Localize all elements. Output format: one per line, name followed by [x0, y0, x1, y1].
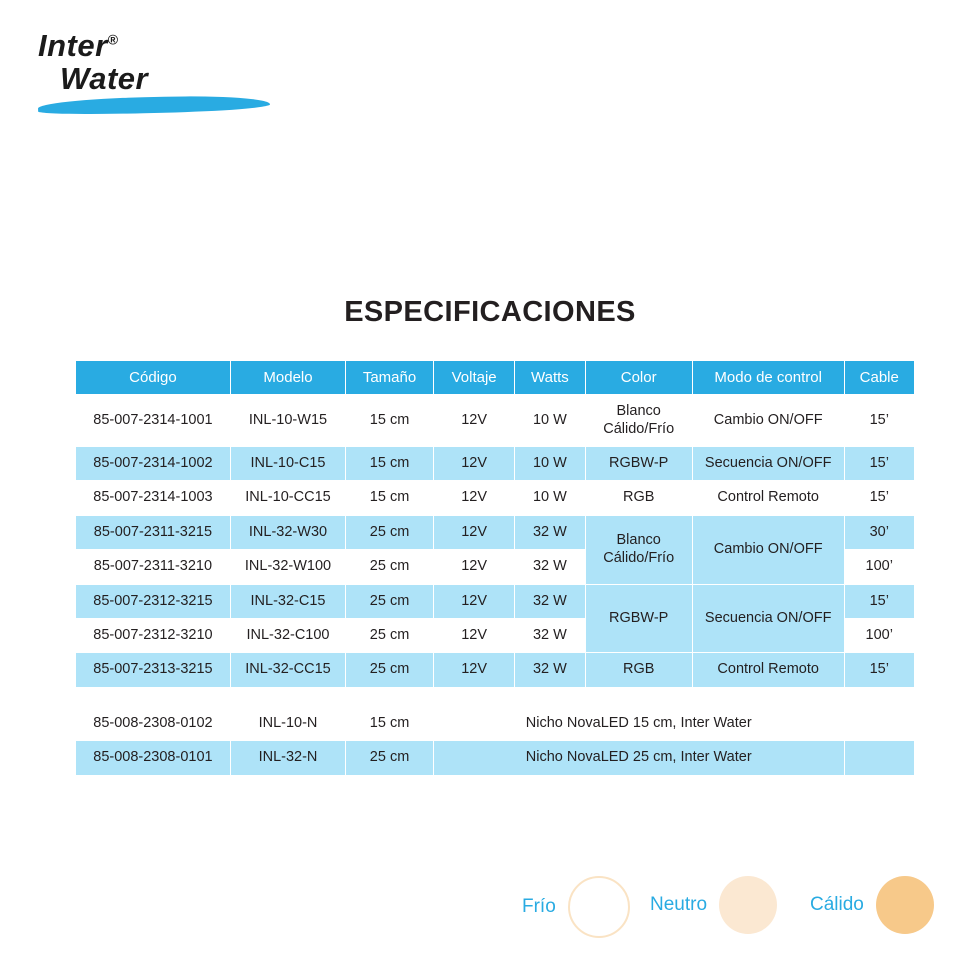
cell-voltaje: 12V — [433, 584, 514, 618]
cell-cable: 15’ — [844, 653, 915, 687]
table-row — [76, 515, 915, 549]
cell-cable: 15’ — [844, 584, 915, 618]
logo-text-inter: Inter — [38, 28, 108, 63]
cell-tamano: 25 cm — [346, 515, 434, 549]
cell-codigo: 85-008-2308-0102 — [76, 706, 231, 740]
swatch-frio-icon — [568, 876, 630, 938]
cell-codigo: 85-007-2311-3215 — [76, 515, 231, 549]
cell-codigo: 85-007-2314-1001 — [76, 395, 231, 447]
cell-watts: 32 W — [515, 653, 585, 687]
cell-voltaje: 12V — [433, 395, 514, 447]
cell-watts: 32 W — [515, 515, 585, 549]
cell-watts: 10 W — [515, 395, 585, 447]
table-row — [76, 741, 915, 775]
cell-cable: 15’ — [844, 395, 915, 447]
header-modo-de-control: Modo de control — [692, 361, 844, 395]
cell-cable: 15’ — [844, 447, 915, 481]
header-cable: Cable — [844, 361, 915, 395]
cell-descripcion: Nicho NovaLED 15 cm, Inter Water — [433, 706, 844, 740]
logo-line-water: Water — [60, 60, 149, 96]
table-row — [76, 447, 915, 481]
cell-cable: 100’ — [844, 550, 915, 584]
cell-modo: Control Remoto — [692, 653, 844, 687]
legend-item-neutro — [650, 876, 777, 934]
page-title: ESPECIFICACIONES — [344, 296, 636, 328]
cell-modelo: INL-32-W100 — [230, 550, 345, 584]
cell-tamano: 15 cm — [346, 395, 434, 447]
table-spacer-row — [76, 687, 915, 706]
cell-watts: 32 W — [515, 550, 585, 584]
cell-tamano: 25 cm — [346, 584, 434, 618]
cell-tamano: 15 cm — [346, 706, 434, 740]
header-tamano: Tamaño — [346, 361, 434, 395]
cell-color: Blanco Cálido/Frío — [585, 395, 692, 447]
cell-tamano: 25 cm — [346, 618, 434, 652]
header-watts: Watts — [515, 361, 585, 395]
cell-cable-empty — [844, 706, 915, 740]
logo-line-inter — [38, 30, 288, 63]
cell-modelo: INL-10-W15 — [230, 395, 345, 447]
cell-watts: 32 W — [515, 584, 585, 618]
legend-label-frio: Frío — [522, 896, 556, 917]
registered-mark: ® — [107, 31, 119, 48]
cell-codigo: 85-008-2308-0101 — [76, 741, 231, 775]
table-row — [76, 706, 915, 740]
cell-modelo: INL-32-C100 — [230, 618, 345, 652]
cell-tamano: 15 cm — [346, 447, 434, 481]
cell-watts: 10 W — [515, 481, 585, 515]
legend-item-calido — [810, 876, 934, 934]
table-row — [76, 653, 915, 687]
color-temperature-legend — [500, 862, 940, 952]
table-row — [76, 584, 915, 618]
cell-watts: 10 W — [515, 447, 585, 481]
cell-modelo: INL-32-CC15 — [230, 653, 345, 687]
cell-voltaje: 12V — [433, 481, 514, 515]
cell-modelo: INL-32-C15 — [230, 584, 345, 618]
legend-label-calido: Cálido — [810, 894, 864, 915]
cell-modelo: INL-32-N — [230, 741, 345, 775]
cell-tamano: 25 cm — [346, 741, 434, 775]
cell-modo: Secuencia ON/OFF — [692, 447, 844, 481]
table-row — [76, 481, 915, 515]
swatch-calido-icon — [876, 876, 934, 934]
cell-voltaje: 12V — [433, 550, 514, 584]
cell-tamano: 15 cm — [346, 481, 434, 515]
cell-codigo: 85-007-2314-1003 — [76, 481, 231, 515]
brand-logo — [38, 30, 288, 130]
cell-color-merged: Blanco Cálido/Frío — [585, 515, 692, 584]
cell-color-merged: RGBW-P — [585, 584, 692, 653]
cell-modo: Control Remoto — [692, 481, 844, 515]
cell-tamano: 25 cm — [346, 550, 434, 584]
legend-label-neutro: Neutro — [650, 894, 708, 915]
cell-tamano: 25 cm — [346, 653, 434, 687]
cell-color: RGB — [585, 481, 692, 515]
cell-watts: 32 W — [515, 618, 585, 652]
cell-modo: Cambio ON/OFF — [692, 395, 844, 447]
cell-color: RGB — [585, 653, 692, 687]
cell-modo-merged: Secuencia ON/OFF — [692, 584, 844, 653]
cell-modelo: INL-10-N — [230, 706, 345, 740]
cell-voltaje: 12V — [433, 447, 514, 481]
header-color: Color — [585, 361, 692, 395]
cell-modelo: INL-10-CC15 — [230, 481, 345, 515]
cell-codigo: 85-007-2314-1002 — [76, 447, 231, 481]
cell-cable: 15’ — [844, 481, 915, 515]
wave-graphic — [38, 94, 270, 116]
swatch-neutro-icon — [719, 876, 777, 934]
legend-item-frio — [522, 876, 630, 938]
cell-modelo: INL-32-W30 — [230, 515, 345, 549]
cell-voltaje: 12V — [433, 618, 514, 652]
cell-color: RGBW-P — [585, 447, 692, 481]
cell-codigo: 85-007-2311-3210 — [76, 550, 231, 584]
cell-voltaje: 12V — [433, 515, 514, 549]
cell-codigo: 85-007-2313-3215 — [76, 653, 231, 687]
specifications-table — [75, 360, 915, 776]
cell-cable: 100’ — [844, 618, 915, 652]
cell-modelo: INL-10-C15 — [230, 447, 345, 481]
header-modelo: Modelo — [230, 361, 345, 395]
cell-cable-empty — [844, 741, 915, 775]
cell-descripcion: Nicho NovaLED 25 cm, Inter Water — [433, 741, 844, 775]
cell-codigo: 85-007-2312-3215 — [76, 584, 231, 618]
cell-codigo: 85-007-2312-3210 — [76, 618, 231, 652]
table-row — [76, 395, 915, 447]
header-voltaje: Voltaje — [433, 361, 514, 395]
cell-modo-merged: Cambio ON/OFF — [692, 515, 844, 584]
header-codigo: Código — [76, 361, 231, 395]
cell-voltaje: 12V — [433, 653, 514, 687]
spacer-cell — [76, 687, 915, 706]
table-header-row — [76, 361, 915, 395]
cell-cable: 30’ — [844, 515, 915, 549]
